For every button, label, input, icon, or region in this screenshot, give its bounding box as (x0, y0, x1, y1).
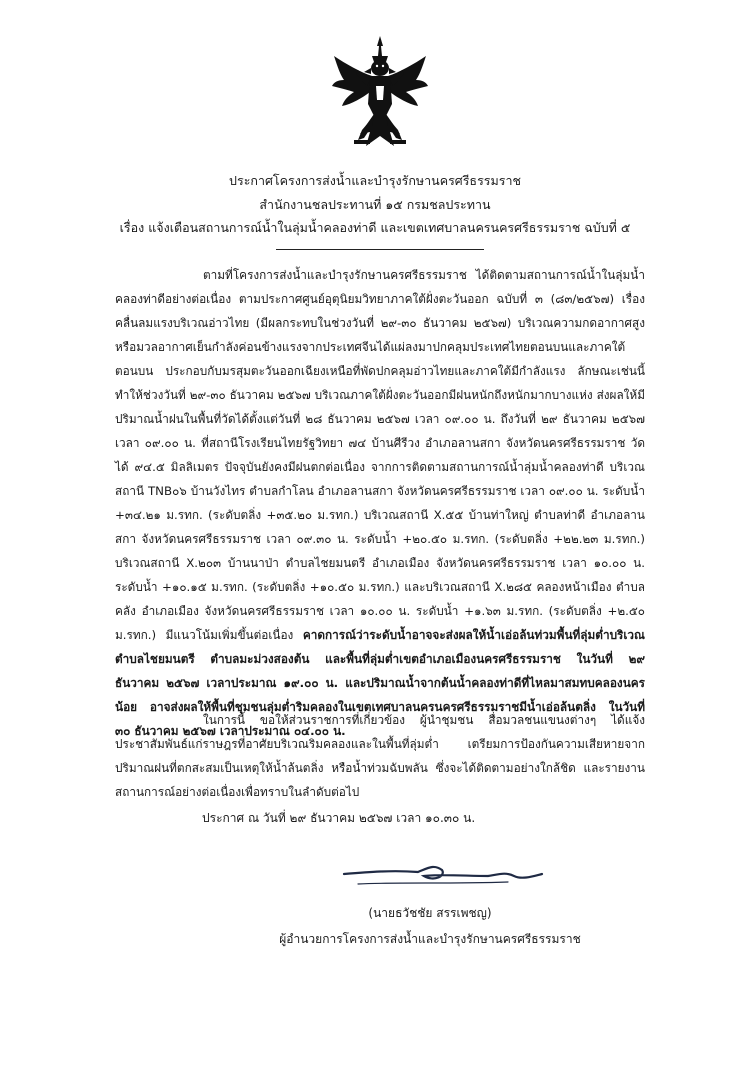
header-divider (276, 249, 484, 250)
forecast-bold-text: คาดการณ์ว่าระดับน้ำอาจจะส่งผลให้น้ำเอ่อล้นท่วมพื้นที่ลุ่มต่ำบริเวณตำบลไชยมนตรี ตำบลมะม่วงสองต้น และพื้นที่ลุ่มต่ำเขตอำเภอเมืองนครศรีธรรมราช ในวันที่ ๒๙ ธันวาคม ๒๕๖๗ เวลาประมาณ ๑๙.๐๐ น. และปริมาณน้ำจากต้นน้ำคลองท่าดีที่ไหลมาสมทบคลองนครน้อย อาจส่งผลให้พื้นที่ชุมชนลุ่มต่ำริมคลองในเขตเทศบาลนครนครศรีธรรมราชมีน้ำเอ่อล้นตลิ่ง ในวันที่ ๓๐ ธันวาคม ๒๕๖๗ เวลาประมาณ ๐๔.๐๐ น. (115, 628, 645, 738)
header-org-line: ประกาศโครงการส่งน้ำและบำรุงรักษานครศรีธรรมราช (229, 173, 521, 188)
garuda-emblem-icon (330, 34, 430, 156)
announcement-body (115, 263, 645, 743)
body-paragraph-1 (115, 263, 645, 743)
paragraph-1-text: ตามที่โครงการส่งน้ำและบำรุงรักษานครศรีธรรมราช ได้ติดตามสถานการณ์น้ำในลุ่มน้ำคลองท่าดีอย่างต่อเนื่อง ตามประกาศศูนย์อุตุนิยมวิทยาภาคใต้ฝั่งตะวันออก ฉบับที่ ๓ (๘๓/๒๕๖๗) เรื่อง คลื่นลมแรงบริเวณอ่าวไทย (มีผลกระทบในช่วงวันที่ ๒๙-๓๐ ธันวาคม ๒๕๖๗) บริเวณความกดอากาศสูงหรือมวลอากาศเย็นกำลังค่อนข้างแรงจากประเทศจีนได้แผ่ลงมาปกคลุมประเทศไทยตอนบนและภาคใต้ตอนบน ประกอบกับมรสุมตะวันออกเฉียงเหนือที่พัดปกคลุมอ่าวไทยและภาคใต้มีกำลังแรง ลักษณะเช่นนี้ทำให้ช่วงวันที่ ๒๙-๓๐ ธันวาคม ๒๕๖๗ บริเวณภาคใต้ฝั่งตะวันออกมีฝนหนักถึงหนักมากบางแห่ง ส่งผลให้มีปริมาณน้ำฝนในพื้นที่วัดได้ตั้งแต่วันที่ ๒๘ ธันวาคม ๒๕๖๗ เวลา ๐๙.๐๐ น. ถึงวันที่ ๒๙ ธันวาคม ๒๕๖๗ เวลา ๐๙.๐๐ น. ที่สถานีโรงเรียนไทยรัฐวิทยา ๗๔ บ้านศีรีวง อำเภอลานสกา จังหวัดนครศรีธรรมราช วัดได้ ๙๔.๕ มิลลิเมตร ปัจจุบันยังคงมีฝนตกต่อเนื่อง จากการติดตามสถานการณ์น้ำลุ่มน้ำคลองท่าดี บริเวณสถานี TNB๐๖ บ้านวังไทร ตำบลกำโลน อำเภอลานสกา จังหวัดนครศรีธรรมราช เวลา ๐๙.๐๐ น. ระดับน้ำ +๓๔.๒๑ ม.รทก. (ระดับตลิ่ง +๓๕.๒๐ ม.รทก.) บริเวณสถานี X.๕๕ บ้านท่าใหญ่ ตำบลท่าดี อำเภอลานสกา จังหวัดนครศรีธรรมราช เวลา ๐๙.๓๐ น. ระดับน้ำ +๒๐.๕๐ ม.รทก. (ระดับตลิ่ง +๒๒.๒๓ ม.รทก.) บริเวณสถานี X.๒๐๓ บ้านนาป่า ตำบลไชยมนตรี อำเภอเมือง จังหวัดนครศรีธรรมราช เวลา ๑๐.๐๐ น. ระดับน้ำ +๑๐.๑๕ ม.รทก. (ระดับตลิ่ง +๑๐.๕๐ ม.รทก.) และบริเวณสถานี X.๒๘๕ คลองหน้าเมือง ตำบลคลัง อำเภอเมือง จังหวัดนครศรีธรรมราช เวลา ๑๐.๐๐ น. ระดับน้ำ +๑.๖๓ ม.รทก. (ระดับตลิ่ง +๒.๕๐ ม.รทก.) มีแนวโน้มเพิ่มขึ้นต่อเนื่อง (115, 268, 645, 642)
body-paragraph-2: ในการนี้ ขอให้ส่วนราชการที่เกี่ยวข้อง ผู้นำชุมชน สื่อมวลชนแขนงต่างๆ ได้แจ้งประชาสัมพันธ์แก่ราษฎรที่อาศัยบริเวณริมคลองและในพื้นที่ลุ่มต่ำ เตรียมการป้องกันความเสียหายจากปริมาณฝนที่ตกสะสมเป็นเหตุให้น้ำล้นตลิ่ง หรือน้ำท่วมฉับพลัน ซึ่งจะได้ติดตามอย่างใกล้ชิด และรายงานสถานการณ์อย่างต่อเนื่องเพื่อทราบในลำดับต่อไป (115, 713, 645, 799)
signer-name: (นายธวัชชัย สรรเพชญ) (368, 906, 492, 920)
handwritten-signature (338, 858, 548, 898)
header-office-line: สำนักงานชลประทานที่ ๑๕ กรมชลประทาน (259, 197, 491, 212)
signer-position: ผู้อำนวยการโครงการส่งน้ำและบำรุงรักษานครศรีธรรมราช (279, 932, 581, 946)
announcement-date: ประกาศ ณ วันที่ ๒๙ ธันวาคม ๒๕๖๗ เวลา ๑๐.๓๐ น. (202, 811, 476, 825)
header-subject-line: เรื่อง แจ้งเตือนสถานการณ์น้ำในลุ่มน้ำคลองท่าดี และเขตเทศบาลนครนครศรีธรรมราช ฉบับที่ ๕ (119, 220, 631, 235)
announcement-body-2 (115, 708, 645, 804)
